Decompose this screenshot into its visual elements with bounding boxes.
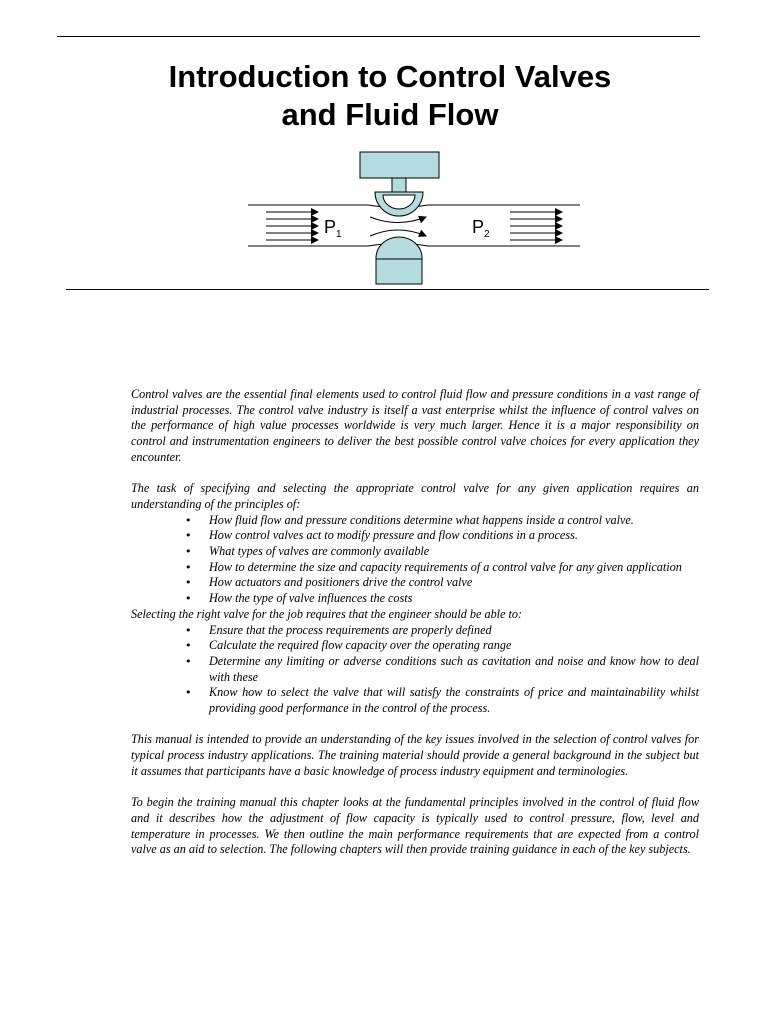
pressure-label-p2: $P_2$ [472, 217, 490, 240]
manual-purpose-paragraph: This manual is intended to provide an understanding of the key issues involved in the selection of control valves for typical process industry applications. The training material should provide a general background in the subject but it assumes that participants have a basic knowledge of process industry equipment and terminologies. [131, 732, 699, 778]
section-divider [66, 289, 709, 290]
list-item: • How actuators and positioners drive the control valve [131, 575, 699, 591]
list-item: • Determine any limiting or adverse conditions such as cavitation and noise and know how to deal with these [131, 654, 699, 685]
title-line-1: Introduction to Control Valves [168, 59, 612, 94]
selection-list [131, 623, 699, 717]
pressure-label-p1: $P_1$ [324, 217, 342, 240]
inlet-flow-arrows [266, 212, 318, 240]
list-item: • How to determine the size and capacity requirements of a control valve for any given application [131, 560, 699, 576]
list-item: • What types of valves are commonly available [131, 544, 699, 560]
body-text [131, 387, 699, 858]
intro-paragraph: Control valves are the essential final elements used to control fluid flow and pressure conditions in a vast range of industrial processes. The control valve industry is itself a vast enterprise whilst the influence of control valves on the performance of high value processes worldwide is very much larger. Hence it is a major responsibility on control and instrumentation engineers to deliver the best possible control valve choices for every application they encounter. [131, 387, 699, 464]
selection-paragraph: Selecting the right valve for the job requires that the engineer should be able to: [131, 606, 523, 621]
list-item: • Know how to select the valve that will satisfy the constraints of price and maintainability whilst providing good performance in the control of the process. [131, 685, 699, 716]
list-item: • How control valves act to modify pressure and flow conditions in a process. [131, 528, 699, 544]
valve-seat [376, 237, 422, 284]
valve-flow-diagram [210, 148, 590, 288]
principles-list [131, 513, 699, 607]
valve-actuator [360, 152, 439, 216]
list-item: • How the type of valve influences the costs [131, 591, 699, 607]
throat-flow-lines [370, 217, 426, 236]
list-item: • Ensure that the process requirements are properly defined [131, 623, 699, 639]
list-item: • How fluid flow and pressure conditions determine what happens inside a control valve. [131, 513, 699, 529]
outlet-flow-arrows [510, 212, 562, 240]
list-item: • Calculate the required flow capacity over the operating range [131, 638, 699, 654]
top-divider [57, 36, 700, 37]
page-title [0, 58, 768, 134]
principles-paragraph: The task of specifying and selecting the appropriate control valve for any given application requires an understanding of the principles of: [131, 481, 699, 511]
title-line-2: and Fluid Flow [281, 97, 499, 132]
chapter-overview-paragraph: To begin the training manual this chapter looks at the fundamental principles involved in the control of fluid flow and it describes how the adjustment of flow capacity is typically used to control pressure, flow, level and temperature in processes. We then outline the main performance requirements that are expected from a control valve as an aid to selection. The following chapters will then provide training guidance in each of the key subjects. [131, 795, 699, 857]
